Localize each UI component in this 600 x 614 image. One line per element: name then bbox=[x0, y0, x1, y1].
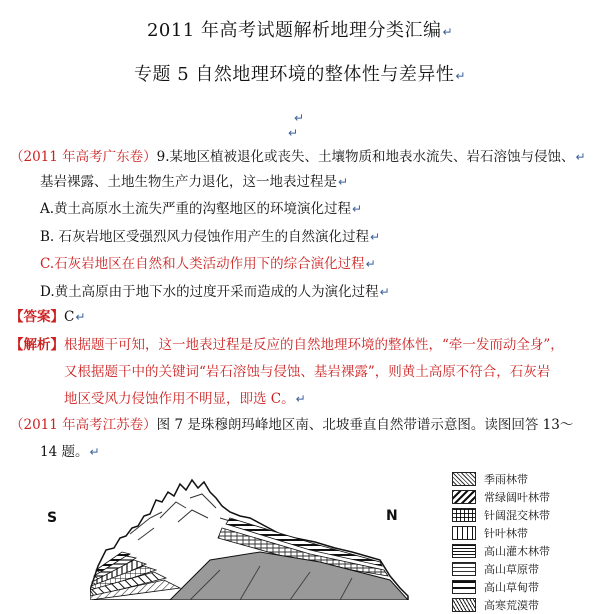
option-c: C.石灰岩地区在自然和人类活动作用下的综合演化过程↵ bbox=[40, 256, 376, 272]
paragraph-mark-icon: ↵ bbox=[575, 150, 586, 164]
question-13-stem-line-1: （2011 年高考江苏卷）图 7 是珠穆朗玛峰地区南、北坡垂直自然带谱示意图。读图回答 13～ bbox=[10, 417, 574, 433]
legend-swatch bbox=[452, 526, 476, 540]
paragraph-mark-icon: ↵ bbox=[75, 310, 86, 324]
question-13-stem-line-2: 14 题。↵ bbox=[40, 444, 100, 460]
south-label: S bbox=[47, 510, 58, 526]
legend-swatch bbox=[452, 544, 476, 558]
paragraph-mark-icon: ↵ bbox=[294, 111, 305, 125]
legend-item: 高山草甸带 bbox=[452, 578, 592, 596]
paragraph-mark-icon: ↵ bbox=[370, 230, 381, 244]
legend-swatch bbox=[452, 508, 476, 522]
answer-line: 【答案】C↵ bbox=[10, 309, 86, 325]
legend bbox=[452, 470, 592, 614]
legend-item: 季雨林带 bbox=[452, 470, 592, 488]
question-source: （2011 年高考江苏卷） bbox=[10, 417, 157, 433]
question-source: （2011 年高考广东卷） bbox=[10, 149, 157, 165]
analysis-line-2: 又根据题干中的关键词“岩石溶蚀与侵蚀、基岩裸露”，则黄土高原不符合，石灰岩 bbox=[64, 364, 551, 380]
question-9-stem-line-2: 基岩裸露、土地生物生产力退化，这一地表过程是↵ bbox=[40, 174, 349, 190]
north-label: N bbox=[386, 508, 398, 524]
answer-tag: 【答案】 bbox=[10, 309, 64, 325]
document-subtitle: 专题 5 自然地理环境的整体性与差异性↵ bbox=[134, 64, 466, 85]
legend-item: 针阔混交林带 bbox=[452, 506, 592, 524]
paragraph-mark-icon: ↵ bbox=[455, 69, 466, 83]
legend-swatch bbox=[452, 562, 476, 576]
legend-swatch bbox=[452, 490, 476, 504]
option-a: A.黄土高原水土流失严重的沟壑地区的环境演化过程↵ bbox=[40, 201, 363, 217]
paragraph-mark-icon: ↵ bbox=[295, 392, 306, 406]
question-9-stem-line-1: （2011 年高考广东卷）9.某地区植被退化或丧失、土壤物质和地表水流失、岩石溶蚀与侵蚀、↵ bbox=[10, 149, 586, 165]
legend-item: 针叶林带 bbox=[452, 524, 592, 542]
paragraph-mark-icon: ↵ bbox=[442, 25, 454, 39]
document-title: 2011 年高考试题解析地理分类汇编↵ bbox=[146, 20, 454, 41]
mountain-profile-diagram bbox=[90, 478, 430, 600]
option-b: B. 石灰岩地区受强烈风力侵蚀作用产生的自然演化过程↵ bbox=[40, 229, 381, 245]
paragraph-mark-icon: ↵ bbox=[288, 126, 299, 140]
legend-swatch bbox=[452, 472, 476, 486]
figure-7 bbox=[0, 458, 600, 612]
legend-swatch bbox=[452, 580, 476, 594]
legend-item: 高寒荒漠带 bbox=[452, 596, 592, 614]
legend-item: 高山草原带 bbox=[452, 560, 592, 578]
legend-swatch bbox=[452, 598, 476, 612]
legend-item: 高山灌木林带 bbox=[452, 542, 592, 560]
paragraph-mark-icon: ↵ bbox=[89, 445, 100, 459]
paragraph-mark-icon: ↵ bbox=[379, 285, 390, 299]
analysis-line-3: 地区受风力侵蚀作用不明显，即选 C。↵ bbox=[64, 391, 306, 407]
legend-item: 常绿阔叶林带 bbox=[452, 488, 592, 506]
paragraph-mark-icon: ↵ bbox=[365, 257, 376, 271]
paragraph-mark-icon: ↵ bbox=[352, 202, 363, 216]
paragraph-mark-icon: ↵ bbox=[338, 175, 349, 189]
option-d: D.黄土高原由于地下水的过度开采而造成的人为演化过程↵ bbox=[40, 284, 390, 300]
analysis-line-1: 【解析】根据题干可知，这一地表过程是反应的自然地理环境的整体性，“牵一发而动全身”， bbox=[10, 337, 564, 353]
analysis-tag: 【解析】 bbox=[10, 337, 64, 353]
